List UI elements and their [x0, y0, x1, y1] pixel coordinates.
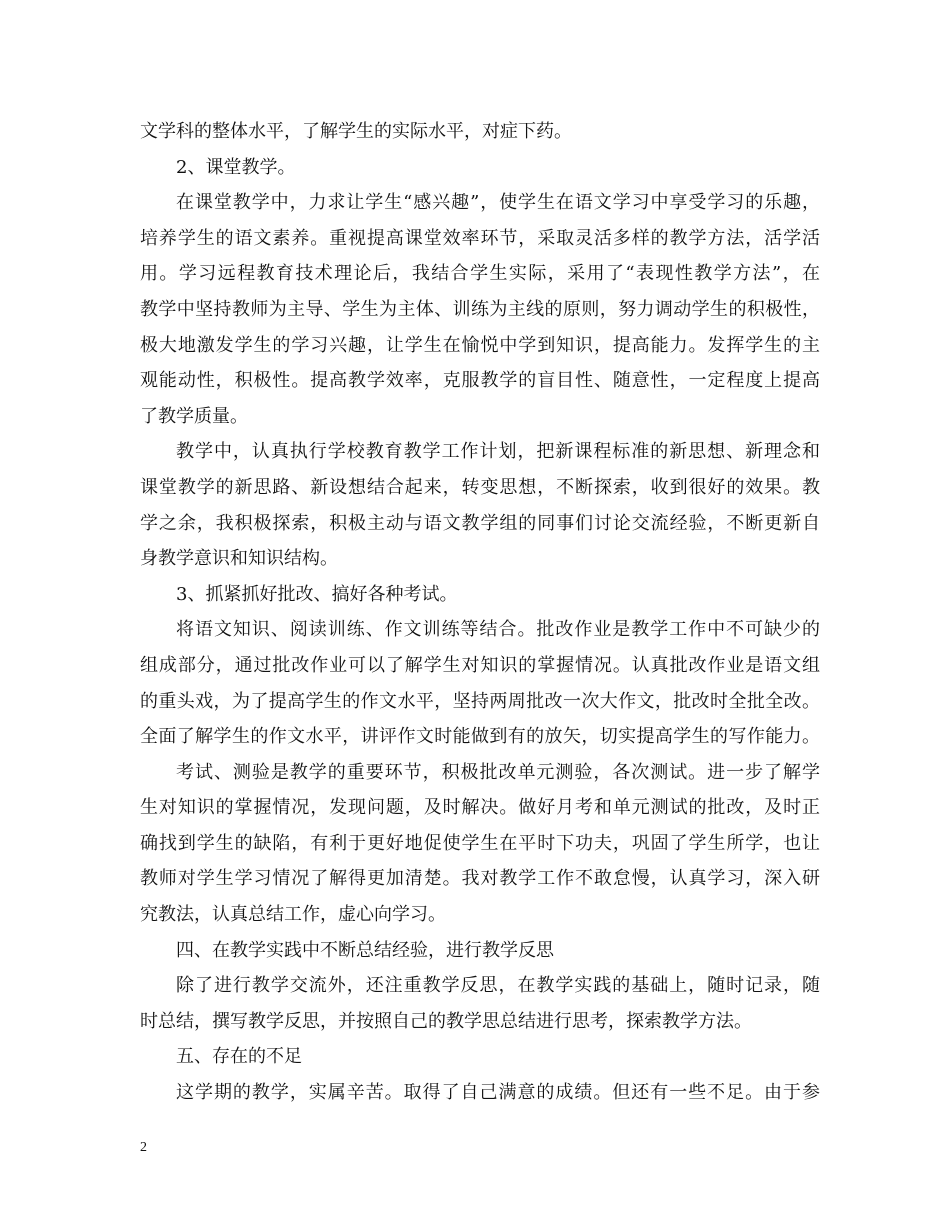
text-line-5: 用。学习远程教育技术理论后，我结合学生实际，采用了“表现性教学方法”，在	[140, 263, 820, 285]
text-line-6: 教学中坚持教师为主导、学生为主体、训练为主线的原则，努力调动学生的积极性，	[140, 298, 820, 320]
text-line-19: 考试、测验是教学的重要环节，积极批改单元测验，各次测试。进一步了解学	[176, 761, 820, 783]
text-line-17: 的重头戏，为了提高学生的作文水平，坚持两周批改一次大作文，批改时全批全改。	[140, 690, 820, 712]
text-line-21: 确找到学生的缺陷，有利于更好地促使学生在平时下功夫，巩固了学生所学，也让	[140, 832, 820, 854]
text-line-4: 培养学生的语文素养。重视提高课堂效率环节，采取灵活多样的教学方法，活学活	[140, 227, 820, 249]
text-line-28: 这学期的教学，实属辛苦。取得了自己满意的成绩。但还有一些不足。由于参	[176, 1082, 820, 1104]
text-line-8: 观能动性，积极性。提高教学效率，克服教学的盲目性、随意性，一定程度上提高	[140, 370, 820, 392]
text-line-1: 文学科的整体水平，了解学生的实际水平，对症下药。	[140, 121, 572, 142]
text-line-23: 究教法，认真总结工作，虚心向学习。	[140, 904, 446, 926]
text-line-16: 组成部分，通过批改作业可以了解学生对知识的掌握情况。认真批改作业是语文组	[140, 654, 820, 676]
section-heading-reflection: 四、在教学实践中不断总结经验，进行教学反思	[176, 939, 554, 961]
text-line-18: 全面了解学生的作文水平，讲评作文时能做到有的放矢，切实提高学生的写作能力。	[140, 726, 820, 748]
text-line-20: 生对知识的掌握情况，发现问题，及时解决。做好月考和单元测试的批改，及时正	[140, 797, 820, 819]
text-line-13: 身教学意识和知识结构。	[140, 548, 338, 570]
text-line-9: 了教学质量。	[140, 405, 248, 427]
text-line-26: 时总结，撰写教学反思，并按照自己的教学思总结进行思考，探索教学方法。	[140, 1010, 752, 1032]
section-heading-shortcomings: 五、存在的不足	[176, 1046, 302, 1068]
text-line-10: 教学中，认真执行学校教育教学工作计划，把新课程标准的新思想、新理念和	[176, 441, 820, 463]
text-line-11: 课堂教学的新思路、新设想结合起来，转变思想，不断探索，收到很好的效果。教	[140, 476, 820, 498]
section-heading-grading-exams: 3、抓紧抓好批改、搞好各种考试。	[176, 583, 458, 605]
text-line-15: 将语文知识、阅读训练、作文训练等结合。批改作业是教学工作中不可缺少的	[176, 619, 820, 641]
text-line-3: 在课堂教学中，力求让学生“感兴趣”，使学生在语文学习中享受学习的乐趣，	[176, 192, 820, 214]
section-heading-classroom-teaching: 2、课堂教学。	[176, 156, 296, 178]
text-line-12: 学之余，我积极探索，积极主动与语文教学组的同事们讨论交流经验，不断更新自	[140, 512, 820, 534]
document-body	[140, 114, 820, 1111]
text-line-25: 除了进行教学交流外，还注重教学反思，在教学实践的基础上，随时记录，随	[176, 975, 820, 997]
text-line-22: 教师对学生学习情况了解得更加清楚。我对教学工作不敢怠慢，认真学习，深入研	[140, 868, 820, 890]
page-number: 2	[140, 1140, 147, 1155]
text-line-7: 极大地激发学生的学习兴趣，让学生在愉悦中学到知识，提高能力。发挥学生的主	[140, 334, 820, 356]
